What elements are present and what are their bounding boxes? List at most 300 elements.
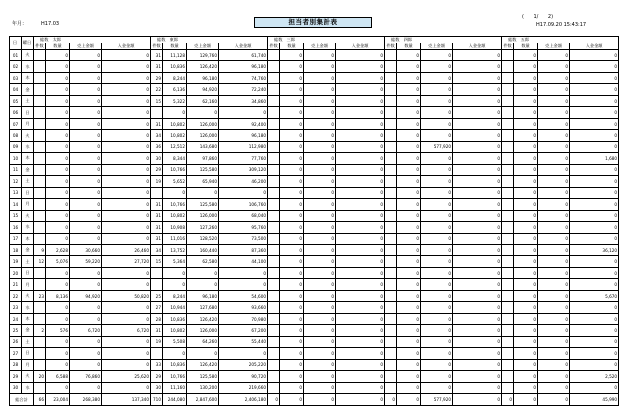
value-cell — [34, 118, 46, 129]
value-cell — [151, 267, 163, 278]
value-cell: 0 — [421, 153, 453, 164]
value-cell: 2,520 — [570, 371, 619, 382]
value-cell — [502, 84, 514, 95]
value-cell — [385, 164, 397, 175]
value-cell: 0 — [397, 325, 421, 336]
table-row — [10, 256, 619, 267]
value-cell: 50,820 — [102, 290, 151, 301]
value-cell: 0 — [421, 118, 453, 129]
table-row — [10, 199, 619, 210]
metric-header: 件数 — [386, 43, 395, 48]
value-cell — [34, 164, 46, 175]
value-cell: 0 — [514, 256, 538, 267]
value-cell — [502, 359, 514, 370]
weekday-cell: 火 — [22, 290, 34, 301]
value-cell — [502, 313, 514, 324]
value-cell: 0 — [102, 118, 151, 129]
value-cell: 126,420 — [187, 313, 219, 324]
value-cell: 0 — [514, 72, 538, 83]
value-cell: 143,680 — [187, 141, 219, 152]
value-cell: 0 — [280, 359, 304, 370]
value-cell: 10,802 — [163, 130, 187, 141]
value-cell: 11,128 — [163, 50, 187, 61]
day-cell: 24 — [10, 313, 22, 324]
value-cell: 44,100 — [219, 256, 268, 267]
metric-header: 売上金額 — [421, 43, 453, 50]
value-cell: 31 — [151, 210, 163, 221]
value-cell: 0 — [453, 95, 502, 106]
value-cell: 0 — [187, 107, 219, 118]
metric-header: 入金金額 — [102, 43, 151, 50]
table-row — [10, 95, 619, 106]
table-row — [10, 164, 619, 175]
value-cell: 0 — [280, 164, 304, 175]
value-cell — [502, 302, 514, 313]
value-cell: 0 — [46, 313, 70, 324]
value-cell: 0 — [70, 176, 102, 187]
period-value: H17.03 — [41, 21, 60, 27]
value-cell: 0 — [421, 210, 453, 221]
value-cell: 5,364 — [163, 256, 187, 267]
value-cell: 0 — [280, 61, 304, 72]
value-cell: 0 — [336, 187, 385, 198]
value-cell — [385, 279, 397, 290]
value-cell: 19 — [151, 176, 163, 187]
value-cell: 0 — [102, 176, 151, 187]
value-cell: 0 — [46, 187, 70, 198]
value-cell: 0 — [421, 359, 453, 370]
value-cell: 0 — [336, 176, 385, 187]
value-cell: 0 — [397, 244, 421, 255]
value-cell: 0 — [514, 199, 538, 210]
value-cell: 95,760 — [219, 222, 268, 233]
day-cell: 23 — [10, 302, 22, 313]
value-cell: 0 — [453, 325, 502, 336]
value-cell: 0 — [397, 164, 421, 175]
value-cell: 0 — [102, 107, 151, 118]
grand-total-label: 総合計 — [10, 394, 34, 406]
table-row — [10, 336, 619, 347]
total-cell: 0 — [268, 394, 280, 406]
value-cell: 0 — [570, 95, 619, 106]
value-cell: 0 — [421, 279, 453, 290]
value-cell: 0 — [102, 199, 151, 210]
value-cell: 8,244 — [163, 72, 187, 83]
value-cell: 0 — [336, 118, 385, 129]
value-cell: 31 — [151, 118, 163, 129]
value-cell: 0 — [102, 153, 151, 164]
value-cell: 0 — [304, 233, 336, 244]
report-period — [12, 20, 73, 27]
value-cell: 0 — [102, 141, 151, 152]
value-cell — [34, 153, 46, 164]
value-cell: 0 — [70, 382, 102, 393]
table-row — [10, 313, 619, 324]
value-cell: 0 — [46, 176, 70, 187]
value-cell: 0 — [514, 107, 538, 118]
value-cell: 0 — [538, 256, 570, 267]
value-cell: 0 — [46, 279, 70, 290]
value-cell — [268, 95, 280, 106]
value-cell: 0 — [70, 164, 102, 175]
total-cell: 2,847,600 — [187, 394, 219, 406]
value-cell — [385, 382, 397, 393]
value-cell: 0 — [280, 279, 304, 290]
total-cell: 2,406,180 — [219, 394, 268, 406]
value-cell: 0 — [336, 210, 385, 221]
total-cell: 244,080 — [163, 394, 187, 406]
value-cell — [34, 95, 46, 106]
value-cell: 0 — [453, 187, 502, 198]
value-cell: 0 — [102, 348, 151, 359]
day-cell: 05 — [10, 95, 22, 106]
value-cell — [385, 61, 397, 72]
value-cell: 0 — [280, 141, 304, 152]
value-cell: 0 — [70, 72, 102, 83]
value-cell — [385, 348, 397, 359]
value-cell: 0 — [336, 233, 385, 244]
value-cell — [268, 256, 280, 267]
value-cell: 0 — [219, 107, 268, 118]
value-cell: 96,180 — [219, 61, 268, 72]
weekday-cell: 火 — [22, 371, 34, 382]
value-cell: 0 — [336, 164, 385, 175]
value-cell: 0 — [397, 107, 421, 118]
value-cell — [502, 164, 514, 175]
value-cell: 0 — [304, 72, 336, 83]
metric-header: 件数 — [35, 43, 44, 48]
value-cell: 0 — [102, 382, 151, 393]
table-row — [10, 233, 619, 244]
value-cell — [385, 256, 397, 267]
value-cell: 128,520 — [187, 233, 219, 244]
value-cell: 0 — [336, 72, 385, 83]
value-cell: 2 — [34, 325, 46, 336]
value-cell: 126,000 — [187, 325, 219, 336]
value-cell: 0 — [453, 210, 502, 221]
metric-header: 売上金額 — [187, 43, 219, 50]
value-cell: 0 — [570, 130, 619, 141]
value-cell: 13,752 — [163, 244, 187, 255]
value-cell: 0 — [336, 325, 385, 336]
value-cell: 112,980 — [219, 141, 268, 152]
value-cell — [268, 164, 280, 175]
value-cell: 0 — [280, 382, 304, 393]
value-cell: 0 — [46, 348, 70, 359]
value-cell: 0 — [280, 72, 304, 83]
weekday-cell: 火 — [22, 50, 34, 61]
value-cell: 0 — [453, 371, 502, 382]
total-cell: 137,340 — [102, 394, 151, 406]
value-cell: 0 — [514, 336, 538, 347]
value-cell — [385, 359, 397, 370]
value-cell — [34, 302, 46, 313]
day-cell: 21 — [10, 279, 22, 290]
value-cell — [34, 72, 46, 83]
value-cell: 0 — [280, 256, 304, 267]
value-cell: 65,940 — [187, 176, 219, 187]
value-cell: 30 — [151, 382, 163, 393]
value-cell: 0 — [70, 348, 102, 359]
weekday-cell: 水 — [22, 141, 34, 152]
summary-table — [9, 36, 619, 406]
value-cell: 0 — [514, 187, 538, 198]
value-cell: 0 — [70, 141, 102, 152]
value-cell: 0 — [538, 371, 570, 382]
value-cell: 0 — [397, 84, 421, 95]
value-cell: 77,760 — [219, 153, 268, 164]
value-cell — [34, 382, 46, 393]
value-cell: 0 — [397, 233, 421, 244]
value-cell: 0 — [304, 95, 336, 106]
value-cell: 0 — [304, 153, 336, 164]
value-cell: 0 — [219, 267, 268, 278]
value-cell: 0 — [280, 210, 304, 221]
value-cell: 0 — [514, 290, 538, 301]
value-cell — [151, 187, 163, 198]
value-cell — [268, 50, 280, 61]
weekday-cell: 日 — [22, 187, 34, 198]
value-cell — [502, 176, 514, 187]
value-cell: 0 — [397, 50, 421, 61]
value-cell: 0 — [336, 107, 385, 118]
value-cell: 76,860 — [70, 371, 102, 382]
table-row — [10, 279, 619, 290]
value-cell — [268, 199, 280, 210]
value-cell: 96,180 — [187, 290, 219, 301]
value-cell — [34, 176, 46, 187]
day-cell: 07 — [10, 118, 22, 129]
value-cell — [268, 313, 280, 324]
value-cell — [502, 222, 514, 233]
value-cell — [268, 382, 280, 393]
value-cell: 0 — [70, 50, 102, 61]
value-cell: 0 — [280, 371, 304, 382]
value-cell: 0 — [453, 199, 502, 210]
value-cell: 0 — [102, 267, 151, 278]
total-cell: 23,004 — [46, 394, 70, 406]
value-cell: 0 — [46, 95, 70, 106]
value-cell — [502, 153, 514, 164]
value-cell: 0 — [421, 256, 453, 267]
value-cell: 10,836 — [163, 61, 187, 72]
value-cell: 0 — [514, 371, 538, 382]
value-cell: 0 — [304, 118, 336, 129]
value-cell: 129,760 — [187, 50, 219, 61]
value-cell: 0 — [304, 222, 336, 233]
value-cell: 0 — [336, 302, 385, 313]
metric-header: 数量 — [163, 43, 187, 50]
value-cell — [268, 348, 280, 359]
value-cell: 34,860 — [219, 95, 268, 106]
value-cell: 0 — [421, 164, 453, 175]
value-cell: 0 — [514, 279, 538, 290]
table-row — [10, 153, 619, 164]
staff-group-header: 総数 四郎 — [385, 37, 502, 44]
value-cell: 0 — [453, 61, 502, 72]
value-cell: 0 — [453, 176, 502, 187]
value-cell: 0 — [187, 187, 219, 198]
value-cell: 0 — [421, 348, 453, 359]
value-cell: 0 — [453, 302, 502, 313]
value-cell: 0 — [538, 176, 570, 187]
day-cell: 15 — [10, 210, 22, 221]
value-cell: 0 — [336, 141, 385, 152]
value-cell: 0 — [70, 279, 102, 290]
day-cell: 30 — [10, 382, 22, 393]
value-cell: 93,660 — [219, 302, 268, 313]
value-cell: 0 — [163, 107, 187, 118]
total-cell: 0 — [336, 394, 385, 406]
value-cell: 31 — [151, 233, 163, 244]
value-cell: 0 — [453, 267, 502, 278]
weekday-column-header: 曜日 — [22, 37, 34, 50]
value-cell: 0 — [336, 244, 385, 255]
table-row — [10, 325, 619, 336]
value-cell: 0 — [280, 199, 304, 210]
value-cell: 0 — [514, 176, 538, 187]
value-cell: 0 — [304, 371, 336, 382]
value-cell — [502, 325, 514, 336]
value-cell: 0 — [453, 359, 502, 370]
value-cell: 0 — [304, 336, 336, 347]
value-cell — [34, 359, 46, 370]
value-cell: 0 — [70, 107, 102, 118]
value-cell: 6,136 — [163, 84, 187, 95]
value-cell: 34 — [151, 244, 163, 255]
value-cell: 0 — [421, 130, 453, 141]
value-cell: 0 — [397, 336, 421, 347]
value-cell: 90,720 — [219, 371, 268, 382]
value-cell: 0 — [538, 244, 570, 255]
value-cell: 0 — [538, 279, 570, 290]
value-cell: 8,344 — [163, 153, 187, 164]
value-cell: 0 — [538, 359, 570, 370]
weekday-cell: 土 — [22, 176, 34, 187]
metric-header: 入金金額 — [453, 43, 502, 50]
table-row — [10, 61, 619, 72]
metric-header: 売上金額 — [304, 43, 336, 50]
value-cell: 15 — [151, 256, 163, 267]
value-cell — [385, 325, 397, 336]
value-cell: 10,802 — [163, 325, 187, 336]
value-cell — [34, 336, 46, 347]
value-cell: 0 — [538, 313, 570, 324]
value-cell: 0 — [514, 325, 538, 336]
value-cell: 0 — [538, 302, 570, 313]
value-cell: 0 — [570, 359, 619, 370]
value-cell: 309,120 — [219, 164, 268, 175]
value-cell: 0 — [336, 61, 385, 72]
day-cell: 10 — [10, 153, 22, 164]
value-cell — [385, 187, 397, 198]
grand-total-row — [10, 394, 619, 406]
value-cell — [34, 233, 46, 244]
value-cell: 0 — [46, 222, 70, 233]
value-cell — [502, 290, 514, 301]
table-row — [10, 118, 619, 129]
value-cell — [268, 153, 280, 164]
value-cell — [34, 130, 46, 141]
value-cell: 0 — [70, 210, 102, 221]
value-cell: 30,660 — [70, 244, 102, 255]
value-cell: 0 — [304, 84, 336, 95]
value-cell — [268, 107, 280, 118]
value-cell: 106,760 — [219, 199, 268, 210]
staff-group-header: 総数 五郎 — [502, 37, 619, 44]
value-cell — [34, 84, 46, 95]
value-cell — [502, 95, 514, 106]
value-cell: 0 — [421, 233, 453, 244]
value-cell: 0 — [453, 50, 502, 61]
day-cell: 14 — [10, 199, 22, 210]
weekday-cell: 木 — [22, 153, 34, 164]
value-cell: 0 — [538, 153, 570, 164]
day-cell: 26 — [10, 336, 22, 347]
value-cell — [34, 187, 46, 198]
day-cell: 04 — [10, 84, 22, 95]
day-cell: 06 — [10, 107, 22, 118]
value-cell — [385, 244, 397, 255]
value-cell: 0 — [538, 95, 570, 106]
value-cell: 0 — [397, 256, 421, 267]
value-cell: 0 — [280, 50, 304, 61]
value-cell: 0 — [46, 72, 70, 83]
total-cell: 0 — [397, 394, 421, 406]
value-cell: 6,720 — [70, 325, 102, 336]
value-cell: 0 — [538, 382, 570, 393]
value-cell: 0 — [336, 336, 385, 347]
value-cell: 0 — [453, 336, 502, 347]
weekday-cell: 木 — [22, 233, 34, 244]
value-cell: 0 — [514, 267, 538, 278]
value-cell: 10,836 — [163, 359, 187, 370]
value-cell: 0 — [102, 61, 151, 72]
value-cell: 0 — [70, 267, 102, 278]
value-cell: 0 — [397, 279, 421, 290]
value-cell: 0 — [453, 130, 502, 141]
value-cell: 0 — [570, 336, 619, 347]
value-cell: 59,220 — [70, 256, 102, 267]
value-cell: 72,240 — [219, 84, 268, 95]
value-cell: 5,322 — [163, 95, 187, 106]
table-row — [10, 359, 619, 370]
value-cell: 0 — [453, 233, 502, 244]
value-cell: 0 — [397, 153, 421, 164]
value-cell: 10,766 — [163, 164, 187, 175]
value-cell — [34, 61, 46, 72]
weekday-cell: 日 — [22, 107, 34, 118]
value-cell: 0 — [336, 348, 385, 359]
value-cell: 0 — [336, 95, 385, 106]
value-cell: 29 — [151, 164, 163, 175]
value-cell: 0 — [538, 348, 570, 359]
value-cell: 0 — [70, 313, 102, 324]
value-cell: 0 — [570, 187, 619, 198]
value-cell: 0 — [397, 290, 421, 301]
weekday-cell: 金 — [22, 164, 34, 175]
value-cell: 27,720 — [102, 256, 151, 267]
value-cell — [502, 130, 514, 141]
value-cell: 0 — [421, 187, 453, 198]
value-cell: 22 — [151, 84, 163, 95]
value-cell: 0 — [421, 244, 453, 255]
value-cell: 10,836 — [163, 313, 187, 324]
weekday-cell: 土 — [22, 95, 34, 106]
staff-group-header: 総数 太郎 — [34, 37, 151, 44]
value-cell — [34, 50, 46, 61]
table-row — [10, 141, 619, 152]
